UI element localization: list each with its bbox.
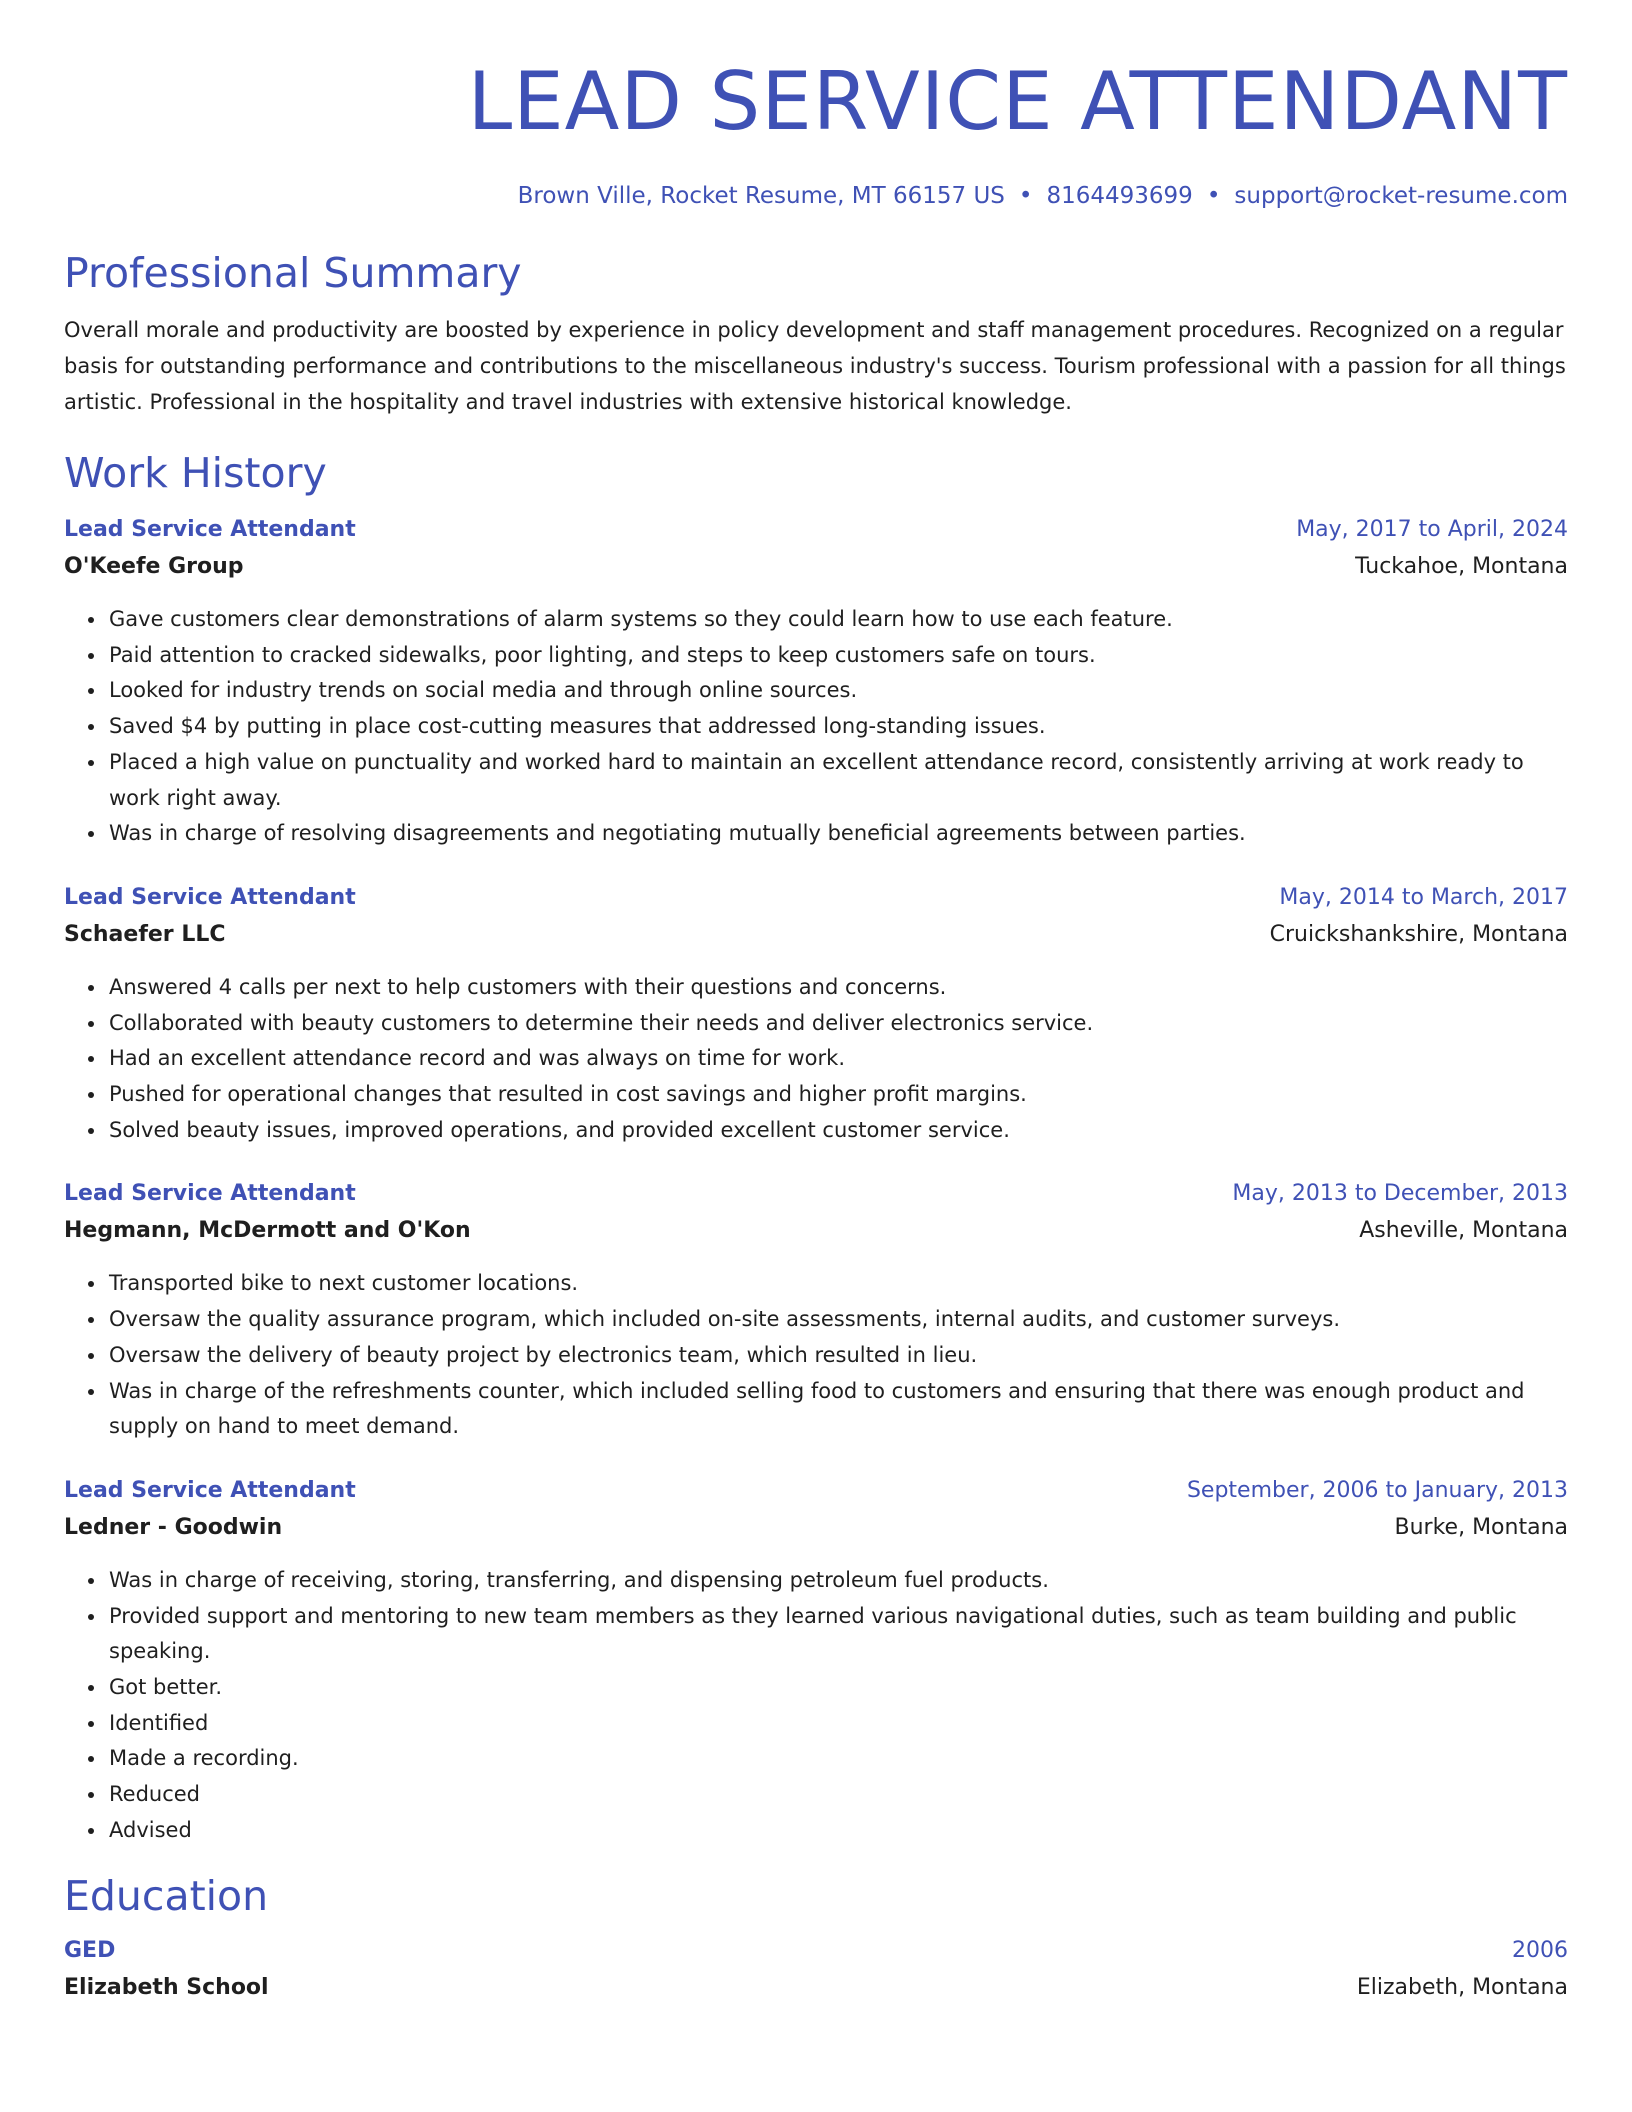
education-school: Elizabeth School (64, 1974, 269, 2000)
job-bullet: • Collaborated with beauty customers to determine their needs and deliver electronics service. (107, 1006, 1568, 1042)
job-location: Burke, Montana (1394, 1514, 1568, 1540)
job-header-row (64, 512, 1568, 548)
job-bullet-list (64, 970, 1568, 1149)
job-dates: May, 2014 to March, 2017 (1279, 884, 1568, 910)
education-school-row (64, 1969, 1568, 2007)
job-bullet: • Advised (107, 1813, 1568, 1849)
education-year: 2006 (1512, 1937, 1568, 1963)
job-title: Lead Service Attendant (64, 1477, 356, 1503)
job-header-row (64, 1473, 1568, 1509)
job-bullet: • Identified (107, 1706, 1568, 1742)
job-dates: September, 2006 to January, 2013 (1186, 1477, 1568, 1503)
job-bullet: • Placed a high value on punctuality and worked hard to maintain an excellent attendance record, consistently arriving at work ready to work right away. (107, 745, 1568, 816)
contact-separator: • (1018, 183, 1033, 209)
contact-line (64, 180, 1568, 212)
contact-email[interactable]: support@rocket-resume.com (1234, 183, 1568, 209)
job-bullet: • Looked for industry trends on social media and through online sources. (107, 673, 1568, 709)
education-heading: Education (64, 1871, 269, 1920)
contact-separator: • (1206, 183, 1221, 209)
job-bullet: • Pushed for operational changes that resulted in cost savings and higher profit margins. (107, 1077, 1568, 1113)
job-dates: May, 2017 to April, 2024 (1296, 517, 1568, 542)
work-history-heading: Work History (64, 449, 327, 497)
education-location: Elizabeth, Montana (1356, 1974, 1568, 2000)
job-employer: Hegmann, McDermott and O'Kon (64, 1218, 471, 1244)
work-history-list (64, 512, 1568, 1849)
job-bullet: • Gave customers clear demonstrations of alarm systems so they could learn how to use each feature. (107, 602, 1568, 638)
job-entry (64, 880, 1568, 1149)
job-employer-row (64, 548, 1568, 586)
job-bullet: • Solved beauty issues, improved operations, and provided excellent customer service. (107, 1113, 1568, 1149)
job-dates: May, 2013 to December, 2013 (1232, 1181, 1568, 1207)
education-header-row (64, 1933, 1568, 1969)
job-employer-row (64, 1212, 1568, 1250)
job-entry (64, 1473, 1568, 1849)
job-employer: O'Keefe Group (64, 554, 244, 579)
education-entry (64, 1933, 1568, 2007)
job-bullet: • Reduced (107, 1777, 1568, 1813)
summary-text: Overall morale and productivity are boosted by experience in policy development and staff management procedures. Recognized on a regular basis for outstanding performance and contributions to the miscellaneous industry's success. Tourism professional with a passion for all things artistic. Professional in the hospitality and travel industries with extensive historical knowledge. (64, 318, 1566, 414)
job-bullet: • Oversaw the delivery of beauty project by electronics team, which resulted in lieu. (107, 1338, 1568, 1374)
job-employer: Ledner - Goodwin (64, 1514, 283, 1540)
job-bullet: • Transported bike to next customer locations. (107, 1266, 1568, 1302)
job-bullet: • Saved $4 by putting in place cost-cutting measures that addressed long-standing issues. (107, 709, 1568, 745)
job-bullet: • Had an excellent attendance record and was always on time for work. (107, 1041, 1568, 1077)
job-employer-row (64, 1509, 1568, 1547)
summary-heading: Professional Summary (64, 249, 522, 297)
job-employer-row (64, 916, 1568, 954)
job-bullet: • Provided support and mentoring to new team members as they learned various navigational duties, such as team building and public speaking. (107, 1599, 1568, 1670)
job-bullet: • Answered 4 calls per next to help customers with their questions and concerns. (107, 970, 1568, 1006)
job-bullet: • Paid attention to cracked sidewalks, poor lighting, and steps to keep customers safe on tours. (107, 638, 1568, 674)
job-header-row (64, 880, 1568, 916)
contact-phone[interactable]: 8164493699 (1046, 183, 1193, 209)
job-bullet: • Was in charge of resolving disagreements and negotiating mutually beneficial agreements between parties. (107, 816, 1568, 852)
job-bullet: • Was in charge of the refreshments counter, which included selling food to customers and ensuring that there was enough product and supply on hand to meet demand. (107, 1374, 1568, 1445)
job-bullet: • Made a recording. (107, 1741, 1568, 1777)
job-entry (64, 512, 1568, 852)
job-location: Asheville, Montana (1359, 1218, 1568, 1244)
job-header-row (64, 1176, 1568, 1212)
job-bullet: • Got better. (107, 1670, 1568, 1706)
candidate-name: LEAD SERVICE ATTENDANT (467, 55, 1568, 148)
job-title: Lead Service Attendant (64, 517, 356, 542)
job-bullet: • Was in charge of receiving, storing, transferring, and dispensing petroleum fuel products. (107, 1563, 1568, 1599)
job-bullet: • Oversaw the quality assurance program, which included on-site assessments, internal audits, and customer surveys. (107, 1302, 1568, 1338)
job-entry (64, 1176, 1568, 1445)
contact-address: Brown Ville, Rocket Resume, MT 66157 US (517, 183, 1005, 209)
job-location: Tuckahoe, Montana (1355, 554, 1568, 579)
education-degree: GED (64, 1937, 116, 1963)
job-title: Lead Service Attendant (64, 1181, 356, 1207)
job-location: Cruickshankshire, Montana (1269, 921, 1568, 947)
job-employer: Schaefer LLC (64, 921, 226, 947)
job-bullet-list (64, 1563, 1568, 1849)
job-title: Lead Service Attendant (64, 884, 356, 910)
job-bullet-list (64, 602, 1568, 852)
job-bullet-list (64, 1266, 1568, 1445)
